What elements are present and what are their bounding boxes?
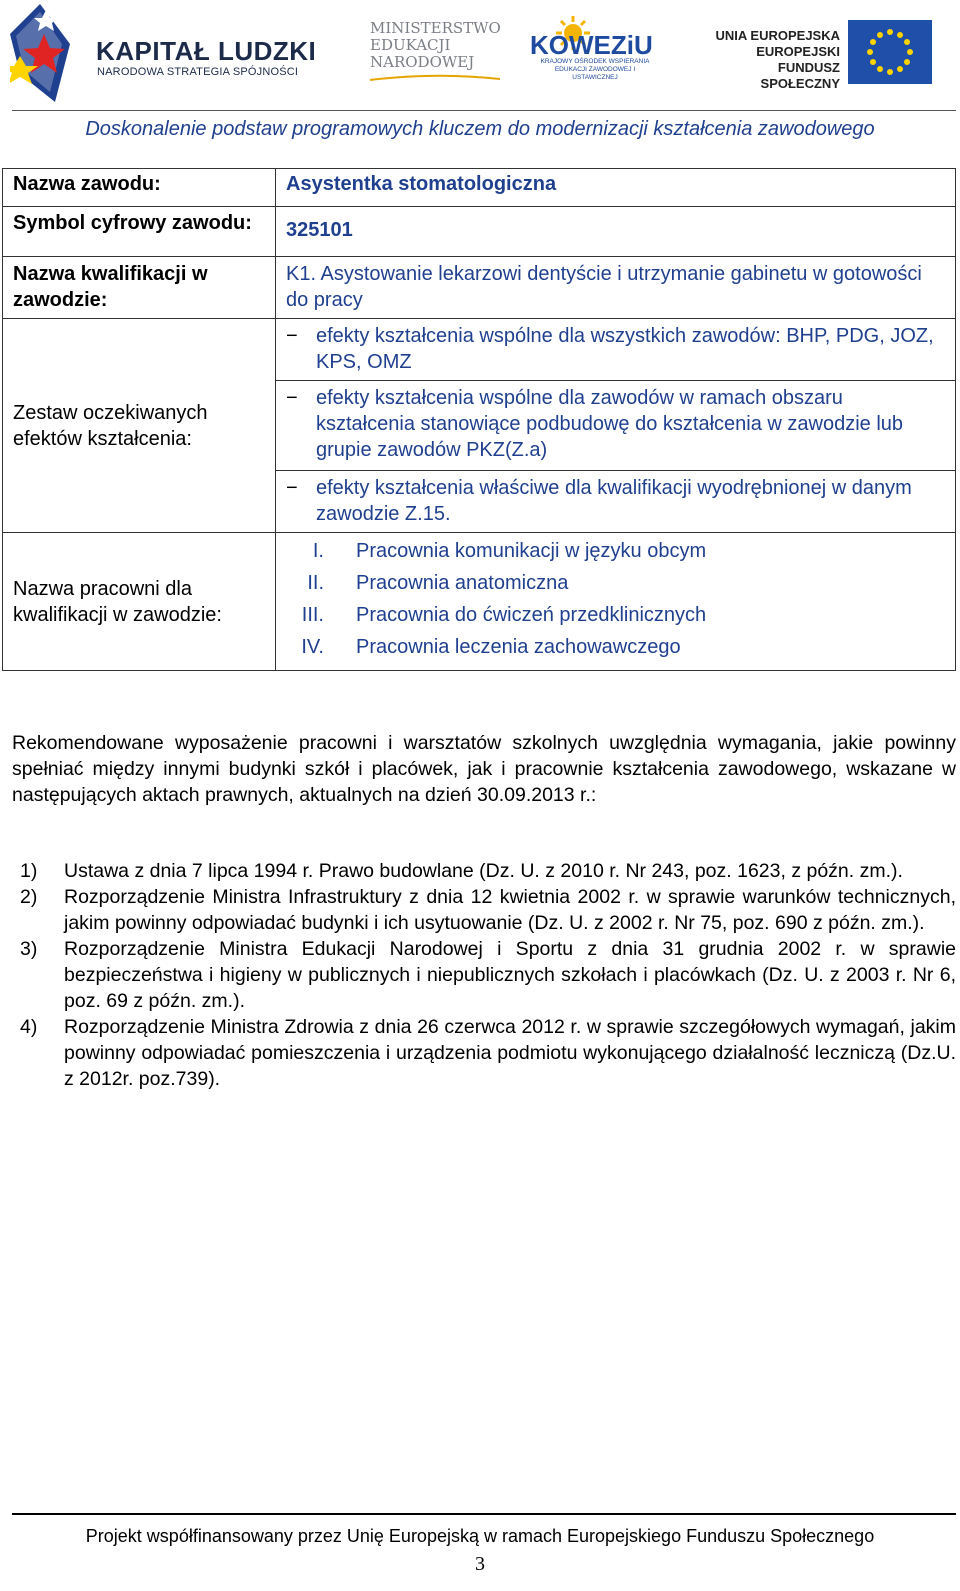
row-value: Asystentka stomatologiczna	[276, 169, 956, 207]
effect-text: efekty kształcenia wspólne dla wszystkich zawodów: BHP, PDG, JOZ, KPS, OMZ	[316, 325, 934, 373]
list-item	[12, 1014, 956, 1092]
row-value: 325101	[276, 207, 956, 257]
ministerstwo-underline-icon	[370, 74, 500, 82]
qualification-table	[2, 168, 956, 671]
room-item	[286, 599, 945, 631]
effect-item	[276, 319, 956, 381]
effect-text: efekty kształcenia wspólne dla zawodów w ramach obszaru kształcenia stanowiące podbudowę do kształcenia w zawodzie lub grupie zawodów PKZ(Z.a)	[316, 387, 904, 461]
kapital-ludzki-logo-icon	[10, 4, 90, 102]
room-item	[286, 535, 945, 567]
ue-logo-text	[700, 28, 840, 92]
table-row	[3, 319, 956, 381]
room-item	[286, 631, 945, 663]
table-row	[3, 533, 956, 671]
dash-marker: −	[286, 325, 298, 347]
item-number: 1)	[20, 860, 38, 882]
effect-text: efekty kształcenia właściwe dla kwalifikacji wyodrębnionej w danym zawodzie Z.15.	[316, 477, 912, 525]
legal-references-list	[12, 858, 956, 1092]
header-divider	[12, 110, 956, 111]
row-label: Symbol cyfrowy zawodu:	[3, 207, 276, 257]
footer-text: Projekt współfinansowany przez Unię Europejską w ramach Europejskiego Funduszu Społecznego	[85, 1526, 875, 1546]
rooms-list	[276, 533, 956, 671]
ministerstwo-line: EDUKACJI	[370, 36, 451, 54]
row-value: K1. Asystowanie lekarzowi dentyście i utrzymanie gabinetu w gotowości do pracy	[276, 257, 956, 319]
ministerstwo-logo	[370, 20, 501, 71]
room-number: IV.	[301, 636, 324, 658]
room-name: Pracownia leczenia zachowawczego	[356, 636, 681, 658]
item-number: 4)	[20, 1016, 38, 1038]
effects-label: Zestaw oczekiwanych efektów kształcenia:	[3, 319, 276, 533]
room-name: Pracownia anatomiczna	[356, 572, 569, 594]
item-number: 3)	[20, 938, 38, 960]
list-item	[12, 858, 956, 884]
room-number: III.	[301, 604, 324, 626]
row-label: Nazwa kwalifikacji w zawodzie:	[3, 257, 276, 319]
table-row	[3, 257, 956, 319]
room-number: II.	[307, 572, 324, 594]
ue-line: EUROPEJSKI	[756, 44, 840, 59]
koweziu-title: KOWEZiU	[530, 30, 653, 60]
dash-marker: −	[286, 387, 298, 409]
item-text: Rozporządzenie Ministra Zdrowia z dnia 26 czerwca 2012 r. w sprawie szczegółowych wymagań, jakim powinny odpowiadać pomieszczenia i urządzenia podmiotu wykonującego działalność leczniczą (Dz.U. z 2012r. poz.739).	[64, 1016, 956, 1090]
eu-flag-icon	[848, 20, 932, 84]
kapital-ludzki-subtitle: NARODOWA STRATEGIA SPÓJNOŚCI	[97, 66, 299, 78]
ministerstwo-line: MINISTERSTWO	[370, 19, 501, 37]
footer-divider	[12, 1513, 956, 1515]
room-number: I.	[312, 540, 324, 562]
ue-line: UNIA EUROPEJSKA	[715, 28, 840, 43]
koweziu-subtitle: KRAJOWY OŚRODEK WSPIERANIA EDUKACJI ZAWODOWEJ I USTAWICZNEJ	[540, 58, 650, 81]
header-logos	[0, 0, 960, 110]
row-label: Nazwa zawodu:	[3, 169, 276, 207]
item-text: Rozporządzenie Ministra Edukacji Narodowej i Sportu z dnia 31 grudnia 2002 r. w sprawie bezpieczeństwa i higieny w publicznych i niepublicznych szkołach i placówkach (Dz. U. z 2003 r. Nr 6, poz. 69 z późn. zm.).	[64, 938, 956, 1012]
table-row	[3, 169, 956, 207]
kapital-ludzki-title: KAPITAŁ LUDZKI	[96, 36, 317, 66]
list-item	[12, 884, 956, 936]
effect-item	[276, 471, 956, 533]
list-item	[12, 936, 956, 1014]
effect-item	[276, 381, 956, 471]
item-number: 2)	[20, 886, 38, 908]
room-item	[286, 567, 945, 599]
ministerstwo-line: NARODOWEJ	[370, 53, 475, 71]
room-name: Pracownia do ćwiczeń przedklinicznych	[356, 604, 707, 626]
table-row	[3, 207, 956, 257]
room-name: Pracownia komunikacji w języku obcym	[356, 540, 707, 562]
dash-marker: −	[286, 477, 298, 499]
item-text: Rozporządzenie Ministra Infrastruktury z dnia 12 kwietnia 2002 r. w sprawie warunków technicznych, jakim powinny odpowiadać budynki i ich usytuowanie (Dz. U. z 2002 r. Nr 75, poz. 690 z późn. zm.).	[64, 886, 956, 934]
header-title: Doskonalenie podstaw programowych kluczem do modernizacji kształcenia zawodowego	[85, 118, 875, 140]
intro-paragraph: Rekomendowane wyposażenie pracowni i warsztatów szkolnych uwzględnia wymagania, jakie powinny spełniać między innymi budynki szkół i placówek, jak i pracownie kształcenia zawodowego, wskazane w następujących aktach prawnych, aktualnych na dzień 30.09.2013 r.:	[12, 732, 956, 806]
ue-line: FUNDUSZ SPOŁECZNY	[760, 60, 840, 91]
rooms-label: Nazwa pracowni dla kwalifikacji w zawodzie:	[3, 533, 276, 671]
page-number: 3	[475, 1553, 485, 1575]
item-text: Ustawa z dnia 7 lipca 1994 r. Prawo budowlane (Dz. U. z 2010 r. Nr 243, poz. 1623, z późn. zm.).	[64, 860, 903, 882]
